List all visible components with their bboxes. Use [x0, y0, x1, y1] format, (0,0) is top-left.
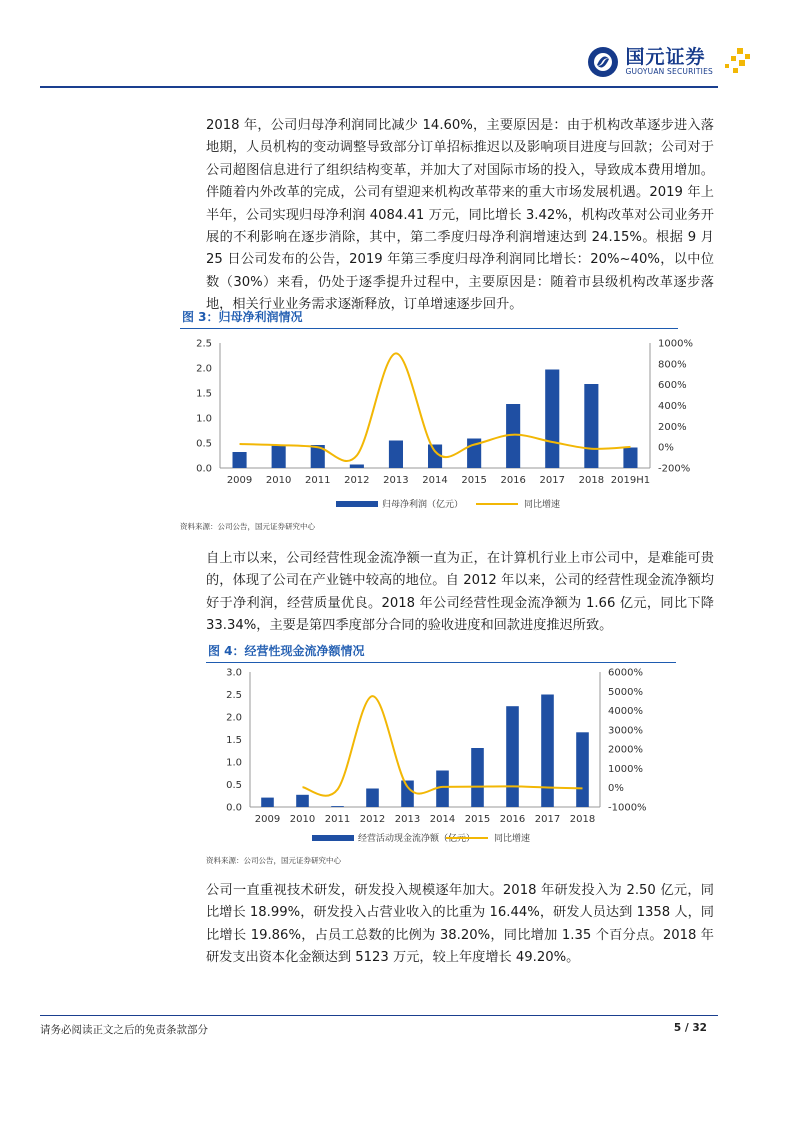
footer-disclaimer: 请务必阅读正文之后的免责条款部分	[40, 1024, 208, 1036]
x-tick-label: 2018	[569, 814, 596, 825]
x-tick-label: 2010	[289, 814, 316, 825]
y-left-tick-label: 3.0	[226, 667, 242, 679]
legend-bar-label: 归母净利润（亿元）	[382, 500, 464, 510]
x-tick-label: 2011	[305, 475, 331, 486]
company-logo	[587, 46, 713, 78]
bar	[541, 695, 554, 808]
x-tick-label: 2018	[578, 475, 605, 486]
x-tick-label: 2017	[534, 814, 561, 825]
x-tick-label: 2010	[265, 475, 292, 486]
y-right-tick-label: 200%	[658, 421, 687, 433]
y-right-tick-label: 0%	[658, 442, 674, 454]
bar	[331, 806, 344, 807]
footer-divider	[40, 1015, 718, 1016]
logo-en-text: GUOYUAN SECURITIES	[625, 67, 713, 76]
figure-4-source: 资料来源：公司公告，国元证券研究中心	[206, 856, 341, 865]
x-tick-label: 2014	[429, 814, 456, 825]
x-tick-label: 2014	[422, 475, 448, 486]
y-left-tick-label: 2.0	[226, 712, 242, 724]
bar	[506, 706, 519, 807]
legend-bar-swatch	[336, 501, 378, 507]
x-tick-label: 2013	[394, 814, 421, 825]
chart-net-profit	[180, 333, 693, 515]
y-right-tick-label: -200%	[658, 463, 691, 475]
x-tick-label: 2016	[499, 814, 526, 825]
y-left-tick-label: 1.0	[196, 413, 212, 425]
y-left-tick-label: 0.5	[196, 438, 212, 450]
figure-3-title	[180, 308, 678, 329]
y-right-tick-label: 4000%	[608, 706, 643, 718]
bar	[576, 732, 589, 807]
page-header	[0, 0, 793, 90]
y-right-tick-label: 1000%	[658, 338, 693, 350]
figure-4-title-text: 图 4：经营性现金流净额情况	[208, 644, 365, 658]
y-right-tick-label: 6000%	[608, 667, 643, 679]
bar	[272, 446, 286, 469]
paragraph-rnd: 公司一直重视技术研发，研发投入规模逐年加大。2018 年研发投入为 2.50 亿元，同比增长 18.99%，研发投入占营业收入的比重为 16.44%，研发人员达到 1358 人，同比增长 19.86%，占员工总数的比例为 38.20%，同比增加 1.35 个百分点。2018 年研发支出资本化金额达到 5123 万元，较上年度增长 49.20%。	[206, 883, 714, 966]
y-left-tick-label: 0.0	[196, 463, 212, 475]
chart-cash-flow	[206, 664, 676, 850]
y-right-tick-label: 3000%	[608, 725, 643, 737]
figure-4-title	[206, 642, 676, 663]
legend-line-label: 同比增速	[494, 834, 531, 844]
figure-3-source: 资料来源：公司公告，国元证券研究中心	[180, 522, 315, 531]
figure-3-title-text: 图 3：归母净利润情况	[182, 310, 303, 324]
x-tick-label: 2015	[464, 814, 491, 825]
bar	[296, 795, 309, 807]
x-tick-label: 2011	[324, 814, 351, 825]
bar	[233, 452, 247, 468]
y-left-tick-label: 1.5	[226, 735, 242, 746]
logo-cn-text: 国元证券	[625, 46, 706, 68]
bar	[436, 771, 449, 808]
x-tick-label: 2012	[359, 814, 386, 825]
y-left-tick-label: 2.5	[226, 690, 242, 701]
y-right-tick-label: 0%	[608, 783, 624, 795]
y-left-tick-label: 2.0	[196, 363, 212, 375]
y-left-tick-label: 0.0	[226, 802, 242, 814]
y-right-tick-label: 1000%	[608, 763, 643, 775]
x-tick-label: 2012	[344, 475, 370, 486]
x-tick-label: 2017	[539, 475, 565, 486]
x-tick-label: 2015	[461, 475, 487, 486]
bar	[623, 448, 637, 469]
y-right-tick-label: 600%	[658, 380, 687, 392]
bar	[584, 384, 598, 468]
paragraph-cash-flow: 自上市以来，公司经营性现金流净额一直为正，在计算机行业上市公司中，是难能可贵的，体现了公司在产业链中较高的地位。自 2012 年以来，公司的经营性现金流净额均好于净利润，经营质量优良。2018 年公司经营性现金流净额为 1.66 亿元，同比下降 33.34%，主要是第四季度部分合同的验收进度和回款进度推迟所致。	[206, 551, 714, 634]
x-tick-label: 2009	[254, 814, 281, 825]
y-left-tick-label: 0.5	[226, 780, 242, 791]
bar	[471, 748, 484, 807]
header-divider	[40, 86, 718, 88]
page-number: 5 / 32	[673, 1022, 707, 1034]
x-tick-label: 2019H1	[610, 475, 651, 486]
legend-bar-swatch	[312, 835, 354, 841]
legend-line-label: 同比增速	[524, 500, 561, 510]
y-left-tick-label: 2.5	[196, 338, 212, 350]
x-tick-label: 2009	[226, 475, 253, 486]
bar	[389, 441, 403, 469]
y-left-tick-label: 1.5	[196, 388, 212, 400]
y-right-tick-label: 800%	[658, 359, 687, 371]
x-tick-label: 2016	[500, 475, 526, 486]
x-tick-label: 2013	[383, 475, 409, 486]
bar	[350, 465, 364, 469]
logo-dots-icon	[717, 48, 751, 78]
y-right-tick-label: 2000%	[608, 744, 643, 756]
y-left-tick-label: 1.0	[226, 757, 242, 769]
bar	[261, 798, 274, 807]
paragraph-net-profit: 2018 年，公司归母净利润同比减少 14.60%，主要原因是：由于机构改革逐步进入落地期，人员机构的变动调整导致部分订单招标推迟以及影响项目进度与回款；公司对于公司超图信息进行了组织结构变革，并加大了对国际市场的投入，导致成本费用增加。伴随着内外改革的完成，公司有望迎来机构改革带来的重大市场发展机遇。2019 年上半年，公司实现归母净利润 4084.41 万元，同比增长 3.42%，机构改革对公司业务开展的不利影响在逐步消除，其中，第二季度归母净利润增速达到 24.15%。根据 9 月 25 日公司发布的公告，2019 年第三季度归母净利润同比增长：20%~40%，以中位数（30%）来看，仍处于逐季提升过程中，主要原因是：随着市县级机构改革逐步落地，相关行业业务需求逐渐释放，订单增速逐步回升。	[206, 118, 714, 313]
bar	[366, 789, 379, 808]
y-right-tick-label: 400%	[658, 401, 687, 412]
bar	[401, 781, 414, 808]
legend-bar-label: 经营活动现金流净额（亿元）	[358, 834, 476, 844]
y-right-tick-label: 5000%	[608, 686, 643, 698]
logo-mark-icon	[587, 46, 619, 78]
bar	[545, 370, 559, 469]
y-right-tick-label: -1000%	[608, 802, 647, 814]
